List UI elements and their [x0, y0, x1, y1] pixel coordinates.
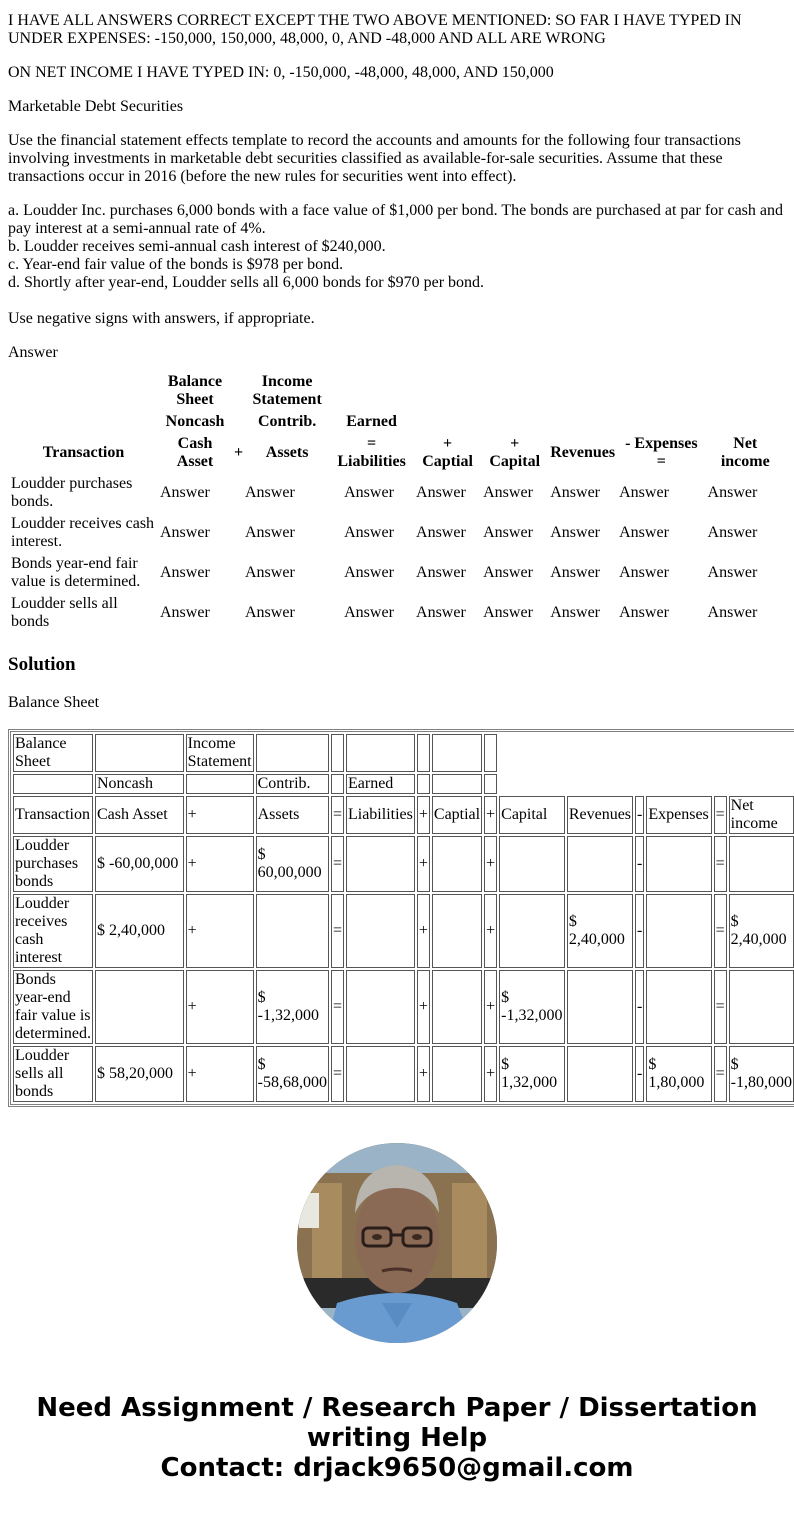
question-title: Marketable Debt Securities — [8, 98, 184, 115]
negative-signs-note: Use negative signs with answers, if appropriate. — [8, 310, 315, 327]
solution-row-sale: Loudder sells all bonds $ 58,20,000 + $ -58,68,000 = + + $ 1,32,000 - $ 1,80,000 = $ -1,80,000 — [13, 1046, 794, 1102]
answer-net-income[interactable]: Answer — [707, 484, 758, 501]
answer-noncash-assets[interactable]: Answer — [245, 604, 295, 621]
sol-cell-net-income — [729, 970, 794, 1044]
sol-h3-transaction: Transaction — [13, 796, 93, 834]
answer-noncash-assets[interactable]: Answer — [245, 484, 295, 501]
sol-cell-noncash-assets: $ -1,32,000 — [256, 970, 329, 1044]
sol-h3-assets: Assets — [256, 796, 329, 834]
sol-h3-plus: + — [417, 796, 430, 834]
answer-net-income[interactable]: Answer — [707, 604, 758, 621]
answer-expenses[interactable]: Answer — [619, 484, 669, 501]
sol-h3-captial: Captial — [432, 796, 482, 834]
sol-h3-equals: = — [714, 796, 727, 834]
answer-net-income[interactable]: Answer — [707, 524, 758, 541]
header-plus: + — [234, 444, 244, 461]
solution-row-purchase: Loudder purchases bonds $ -60,00,000 + $ 60,00,000 = + + - = — [13, 836, 794, 892]
sol-cell-net-income — [729, 836, 794, 892]
header-assets: Assets — [265, 444, 309, 461]
cta-contact-email: Contact: drjack9650@gmail.com — [160, 1453, 634, 1483]
answer-liabilities[interactable]: Answer — [344, 604, 394, 621]
header-noncash: Noncash — [165, 413, 225, 430]
solution-subheading: Balance Sheet — [8, 694, 100, 711]
sol-cell-capital: $ -1,32,000 — [499, 970, 565, 1044]
sol-cell-expenses: $ 1,80,000 — [646, 1046, 711, 1102]
header-earned: Earned — [346, 413, 397, 430]
sol-h3-capital: Capital — [499, 796, 565, 834]
answer-header-row-3 — [10, 434, 784, 472]
solution-table — [10, 731, 794, 1105]
solution-header-row-3 — [13, 796, 794, 834]
sol-cell-expenses — [646, 836, 711, 892]
sol-h3-net-income: Net income — [729, 796, 794, 834]
answer-expenses[interactable]: Answer — [619, 564, 669, 581]
sol-cell-captial — [432, 1046, 482, 1102]
sol-h3-liabilities: Liabilities — [346, 796, 415, 834]
answer-liabilities[interactable]: Answer — [344, 524, 394, 541]
sol-h3-cash-asset: Cash Asset — [95, 796, 184, 834]
sol-cell-cash-asset: $ 58,20,000 — [95, 1046, 184, 1102]
solution-header-row-1 — [13, 734, 794, 772]
sol-cell-capital — [499, 894, 565, 968]
sol-h3-expenses: Expenses — [646, 796, 711, 834]
solution-row-interest: Loudder receives cash interest $ 2,40,000 + = + + $ 2,40,000 - = $ 2,40,000 — [13, 894, 794, 968]
sol-cell-captial — [432, 970, 482, 1044]
sol-cell-noncash-assets: $ 60,00,000 — [256, 836, 329, 892]
answer-earned-capital[interactable]: Answer — [483, 524, 533, 541]
sol-cell-revenues: $ 2,40,000 — [567, 894, 633, 968]
answer-table — [8, 370, 786, 634]
header-captial: + Captial — [422, 435, 473, 470]
sol-cell-net-income: $ 2,40,000 — [729, 894, 794, 968]
row-transaction-label: Loudder sells all bonds — [11, 595, 118, 630]
answer-liabilities[interactable]: Answer — [344, 484, 394, 501]
transaction-item-b: b. Loudder receives semi-annual cash interest of $240,000. — [8, 238, 386, 255]
answer-header-row-1 — [10, 372, 784, 410]
answer-net-income[interactable]: Answer — [707, 564, 758, 581]
answer-expenses[interactable]: Answer — [619, 604, 669, 621]
header-transaction: Transaction — [42, 444, 125, 461]
sol-h1-income-statement: Income Statement — [187, 735, 252, 770]
sol-cell-capital: $ 1,32,000 — [499, 1046, 565, 1102]
solution-heading: Solution — [8, 654, 76, 675]
sol-cell-liabilities — [346, 836, 415, 892]
answer-earned-capital[interactable]: Answer — [483, 484, 533, 501]
sol-cell-revenues — [567, 836, 633, 892]
answer-earned-capital[interactable]: Answer — [483, 604, 533, 621]
answer-cash-asset[interactable]: Answer — [160, 524, 210, 541]
answer-contrib-capital[interactable]: Answer — [416, 604, 466, 621]
answer-noncash-assets[interactable]: Answer — [245, 564, 295, 581]
answer-earned-capital[interactable]: Answer — [483, 564, 533, 581]
answer-cash-asset[interactable]: Answer — [160, 484, 210, 501]
sol-cell-net-income: $ -1,80,000 — [729, 1046, 794, 1102]
author-avatar — [297, 1143, 497, 1343]
sol-cell-revenues — [567, 970, 633, 1044]
answer-liabilities[interactable]: Answer — [344, 564, 394, 581]
author-photo-container — [8, 1143, 786, 1343]
sol-h3-plus: + — [186, 796, 254, 834]
solution-table-frame — [8, 729, 794, 1107]
portrait-image-icon — [297, 1143, 497, 1343]
sol-cell-noncash-assets: $ -58,68,000 — [256, 1046, 329, 1102]
answer-header-row-2 — [10, 412, 784, 432]
solution-row-fair-value: Bonds year-end fair value is determined. + $ -1,32,000 = + + $ -1,32,000 - = — [13, 970, 794, 1044]
header-cash-asset: Cash Asset — [176, 435, 214, 470]
sol-h2-noncash: Noncash — [95, 774, 184, 794]
sol-cell-cash-asset: $ -60,00,000 — [95, 836, 184, 892]
sol-h3-minus: - — [635, 796, 644, 834]
intro-complaint-expenses: I HAVE ALL ANSWERS CORRECT EXCEPT THE TWO ABOVE MENTIONED: SO FAR I HAVE TYPED IN UNDER EXPENSES: -150,000, 150,000, 48,000, 0, AND -48,000 AND ALL ARE WRONG — [8, 12, 742, 47]
transaction-item-a: a. Loudder Inc. purchases 6,000 bonds with a face value of $1,000 per bond. The bonds are purchased at par for cash and pay interest at a semi-annual rate of 4%. — [8, 202, 783, 237]
transaction-item-d: d. Shortly after year-end, Loudder sells all 6,000 bonds for $970 per bond. — [8, 274, 485, 291]
sol-h3-revenues: Revenues — [567, 796, 633, 834]
sol-cell-transaction: Loudder purchases bonds — [13, 836, 93, 892]
row-transaction-label: Bonds year-end fair value is determined. — [11, 555, 141, 590]
sol-cell-transaction: Loudder receives cash interest — [13, 894, 93, 968]
sol-cell-captial — [432, 894, 482, 968]
transaction-list — [8, 202, 786, 292]
header-capital: + Capital — [489, 435, 541, 470]
header-contrib: Contrib. — [258, 413, 317, 430]
sol-cell-expenses — [646, 894, 711, 968]
transaction-item-c: c. Year-end fair value of the bonds is $978 per bond. — [8, 256, 344, 273]
answer-revenues[interactable]: Answer — [550, 524, 600, 541]
answer-row-sale — [10, 594, 784, 632]
solution-header-row-2 — [13, 774, 794, 794]
answer-expenses[interactable]: Answer — [619, 524, 669, 541]
sol-cell-cash-asset: $ 2,40,000 — [95, 894, 184, 968]
sol-cell-transaction: Loudder sells all bonds — [13, 1046, 93, 1102]
answer-row-interest — [10, 514, 784, 552]
header-liabilities: = Liabilities — [337, 435, 406, 470]
sol-h3-plus: + — [484, 796, 497, 834]
answer-revenues[interactable]: Answer — [550, 604, 600, 621]
answer-row-purchase — [10, 474, 784, 512]
sol-cell-noncash-assets — [256, 894, 329, 968]
answer-cash-asset[interactable]: Answer — [160, 604, 210, 621]
answer-cash-asset[interactable]: Answer — [160, 564, 210, 581]
sol-cell-liabilities — [346, 1046, 415, 1102]
sol-cell-captial — [432, 836, 482, 892]
header-balance-sheet: Balance Sheet — [167, 373, 223, 408]
sol-cell-revenues — [567, 1046, 633, 1102]
row-transaction-label: Loudder purchases bonds. — [11, 475, 133, 510]
sol-h3-equals: = — [331, 796, 344, 834]
header-net-income: Net income — [720, 435, 770, 470]
header-income-statement: Income Statement — [252, 373, 322, 408]
answer-noncash-assets[interactable]: Answer — [245, 524, 295, 541]
question-instructions: Use the financial statement effects template to record the accounts and amounts for the following four transactions involving investments in marketable debt securities classified as available-for-sale securities. Assume that these transactions occur in 2016 (before the new rules for securities went into effect). — [8, 132, 741, 185]
cta-line-2: writing Help — [306, 1423, 488, 1453]
sol-cell-expenses — [646, 970, 711, 1044]
sol-h2-earned: Earned — [346, 774, 415, 794]
sol-cell-capital — [499, 836, 565, 892]
answer-row-fair-value — [10, 554, 784, 592]
row-transaction-label: Loudder receives cash interest. — [11, 515, 155, 550]
header-expenses: - Expenses = — [625, 435, 698, 470]
sol-cell-liabilities — [346, 970, 415, 1044]
answer-revenues[interactable]: Answer — [550, 564, 600, 581]
sol-h2-contrib: Contrib. — [256, 774, 329, 794]
contact-banner — [8, 1393, 786, 1483]
header-revenues: Revenues — [550, 444, 616, 461]
answer-label: Answer — [8, 344, 58, 361]
answer-revenues[interactable]: Answer — [550, 484, 600, 501]
cta-line-1: Need Assignment / Research Paper / Dissertation — [36, 1393, 758, 1423]
sol-cell-transaction: Bonds year-end fair value is determined. — [13, 970, 93, 1044]
sol-h1-balance-sheet: Balance Sheet — [13, 734, 93, 772]
answer-contrib-capital[interactable]: Answer — [416, 564, 466, 581]
answer-contrib-capital[interactable]: Answer — [416, 524, 466, 541]
intro-complaint-net-income: ON NET INCOME I HAVE TYPED IN: 0, -150,000, -48,000, 48,000, AND 150,000 — [8, 64, 554, 81]
sol-cell-liabilities — [346, 894, 415, 968]
answer-contrib-capital[interactable]: Answer — [416, 484, 466, 501]
sol-cell-cash-asset — [95, 970, 184, 1044]
